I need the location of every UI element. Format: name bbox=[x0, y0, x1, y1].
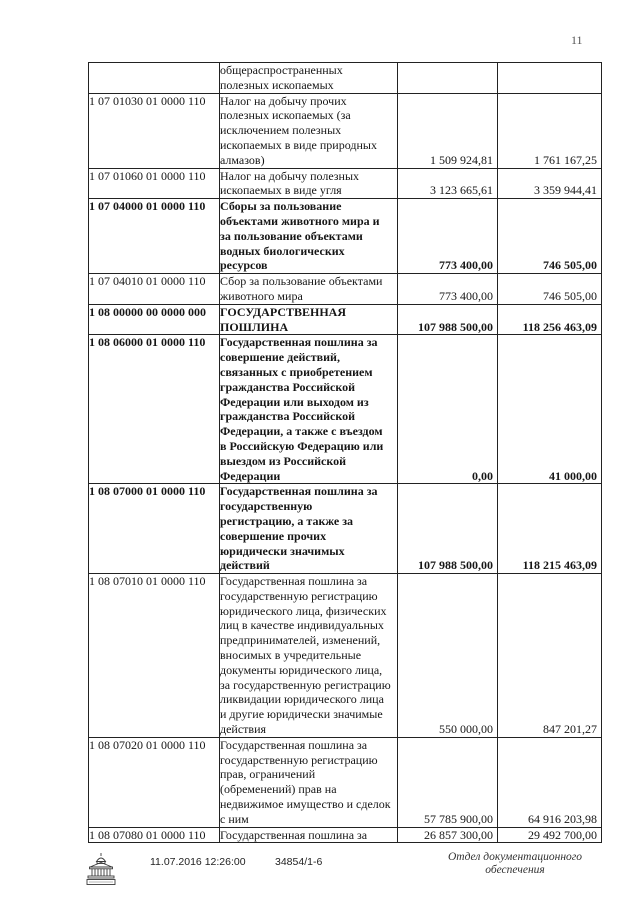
table-row-section bbox=[89, 304, 602, 335]
value-cell-1: 26 857 300,00 bbox=[398, 827, 498, 843]
table-row bbox=[89, 93, 602, 168]
revenue-name-cell: Государственная пошлина за совершение действий, связанных с приобретением гражданства Российской Федерации или выходом из гражданства Российской Федерации, а также с въездом в Российскую Федерацию или выездом из Российской Федерации bbox=[220, 335, 398, 484]
value-cell-2: 118 256 463,09 bbox=[498, 304, 602, 335]
table-row bbox=[89, 168, 602, 199]
revenue-name-cell: общераспространенных полезных ископаемых bbox=[220, 63, 398, 94]
budget-code-cell bbox=[89, 63, 220, 94]
value-cell-1: 773 400,00 bbox=[398, 274, 498, 305]
value-cell-2: 3 359 944,41 bbox=[498, 168, 602, 199]
budget-code-cell: 1 07 01030 01 0000 110 bbox=[89, 93, 220, 168]
budget-code-cell: 1 07 04010 01 0000 110 bbox=[89, 274, 220, 305]
value-cell-2: 64 916 203,98 bbox=[498, 737, 602, 827]
value-cell-2: 29 492 700,00 bbox=[498, 827, 602, 843]
budget-code-cell: 1 08 00000 00 0000 000 bbox=[89, 304, 220, 335]
print-datetime: 11.07.2016 12:26:00 bbox=[150, 856, 246, 868]
budget-code-cell: 1 07 01060 01 0000 110 bbox=[89, 168, 220, 199]
document-number: 34854/1-6 bbox=[275, 856, 323, 868]
budget-code-cell: 1 08 06000 01 0000 110 bbox=[89, 335, 220, 484]
value-cell-1: 57 785 900,00 bbox=[398, 737, 498, 827]
revenue-name-cell: Государственная пошлина за bbox=[220, 827, 398, 843]
value-cell-1: 0,00 bbox=[398, 335, 498, 484]
value-cell-1: 3 123 665,61 bbox=[398, 168, 498, 199]
department-stamp: Отдел документационного обеспечения bbox=[447, 851, 583, 876]
value-cell-2: 1 761 167,25 bbox=[498, 93, 602, 168]
budget-code-cell: 1 08 07020 01 0000 110 bbox=[89, 737, 220, 827]
value-cell-1: 107 988 500,00 bbox=[398, 484, 498, 574]
page-number: 11 bbox=[571, 33, 583, 47]
value-cell-1: 1 509 924,81 bbox=[398, 93, 498, 168]
revenue-name-cell: Государственная пошлина за государственную регистрацию, а также за совершение прочих юридически значимых действий bbox=[220, 484, 398, 574]
revenue-table bbox=[88, 62, 602, 843]
table-row-subtotal bbox=[89, 335, 602, 484]
value-cell-2: 847 201,27 bbox=[498, 574, 602, 738]
value-cell-2: 746 505,00 bbox=[498, 199, 602, 274]
revenue-name-cell: Сбор за пользование объектами животного мира bbox=[220, 274, 398, 305]
revenue-name-cell: Государственная пошлина за государственную регистрацию прав, ограничений (обременений) прав на недвижимое имущество и сделок с ним bbox=[220, 737, 398, 827]
table-row bbox=[89, 63, 602, 94]
table-row bbox=[89, 274, 602, 305]
value-cell-2 bbox=[498, 63, 602, 94]
revenue-name-cell: Сборы за пользование объектами животного мира и за пользование объектами водных биологических ресурсов bbox=[220, 199, 398, 274]
value-cell-1: 107 988 500,00 bbox=[398, 304, 498, 335]
value-cell-1 bbox=[398, 63, 498, 94]
value-cell-2: 41 000,00 bbox=[498, 335, 602, 484]
table-row-subtotal bbox=[89, 484, 602, 574]
revenue-name-cell: Налог на добычу прочих полезных ископаемых (за исключением полезных ископаемых в виде природных алмазов) bbox=[220, 93, 398, 168]
table-row bbox=[89, 827, 602, 843]
budget-code-cell: 1 08 07000 01 0000 110 bbox=[89, 484, 220, 574]
budget-code-cell: 1 08 07080 01 0000 110 bbox=[89, 827, 220, 843]
revenue-name-cell: Налог на добычу полезных ископаемых в виде угля bbox=[220, 168, 398, 199]
revenue-name-cell: Государственная пошлина за государственную регистрацию юридического лица, физических лиц в качестве индивидуальных предпринимателей, изменений, вносимых в учредительные документы юридического лица, за государственную регистрацию ликвидации юридического лица и другие юридически значимые действия bbox=[220, 574, 398, 738]
duma-building-icon bbox=[86, 852, 116, 888]
revenue-name-cell: ГОСУДАРСТВЕННАЯ ПОШЛИНА bbox=[220, 304, 398, 335]
value-cell-1: 773 400,00 bbox=[398, 199, 498, 274]
value-cell-2: 118 215 463,09 bbox=[498, 484, 602, 574]
value-cell-2: 746 505,00 bbox=[498, 274, 602, 305]
budget-code-cell: 1 08 07010 01 0000 110 bbox=[89, 574, 220, 738]
budget-code-cell: 1 07 04000 01 0000 110 bbox=[89, 199, 220, 274]
value-cell-1: 550 000,00 bbox=[398, 574, 498, 738]
table-row-subtotal bbox=[89, 199, 602, 274]
table-row bbox=[89, 574, 602, 738]
table-row bbox=[89, 737, 602, 827]
